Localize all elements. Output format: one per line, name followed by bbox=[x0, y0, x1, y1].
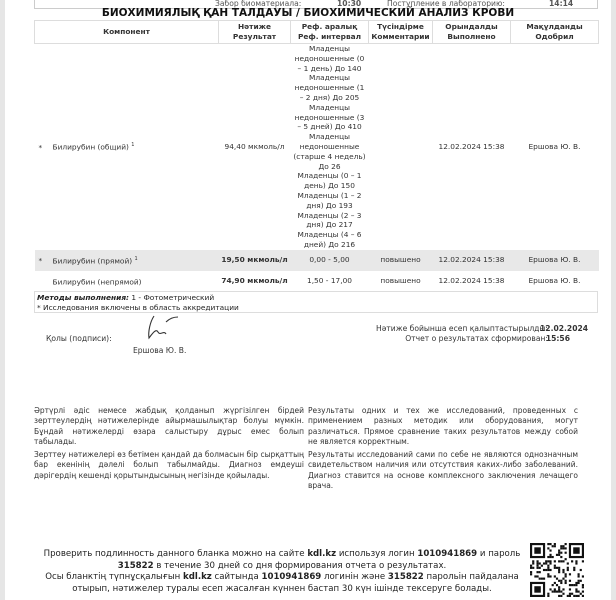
ref-line: Младенцы (0 – 1 bbox=[297, 171, 362, 181]
done-cell: 12.02.2024 15:38 bbox=[438, 141, 505, 151]
verification-kz-text-1: Осы бланктің түпнұсқалығын bbox=[45, 572, 184, 582]
ref-line: Младенцы (2 – 3 bbox=[297, 210, 362, 220]
ref-line: Младенцы bbox=[309, 102, 350, 112]
collection-label: Забор биоматериала: bbox=[215, 0, 302, 8]
methods-label: Методы выполнения: bbox=[37, 293, 130, 302]
ref-line: недоношенные (0 bbox=[294, 53, 365, 63]
component-cell bbox=[35, 250, 219, 271]
disclaimer-kz-1: Әртүрлі әдіс немесе жабдық қолданып жүргізілген бірдей зерттеулердің нәтижелерінде айырмашылықтар болуы мүмкін. Бұндай нәтижелерді өзара салыстыру дұрыс емес болып табылады. bbox=[34, 406, 304, 446]
disclaimer-ru bbox=[308, 406, 578, 494]
comment-cell bbox=[369, 44, 433, 250]
column-header-line: Выполнено bbox=[447, 32, 496, 41]
verification-kz bbox=[40, 572, 524, 595]
verification-ru-text-1: Проверить подлинность данного бланка можно на сайте bbox=[43, 549, 308, 559]
verification-ru-text-2: используя логин bbox=[336, 549, 418, 559]
table-row bbox=[35, 271, 599, 292]
component-cell bbox=[35, 44, 219, 250]
column-header-line: Комментарии bbox=[371, 32, 430, 41]
component-name: Билирубин (общий) bbox=[52, 142, 129, 152]
signer-name: Ершова Ю. В. bbox=[133, 346, 187, 355]
verification-ru bbox=[40, 549, 524, 572]
ref-line: – 1 день) До 140 bbox=[297, 63, 362, 73]
column-header-line: Түсіндірме bbox=[377, 22, 424, 31]
results-table bbox=[34, 20, 599, 292]
ref-cell bbox=[291, 250, 369, 271]
login: 1010941869 bbox=[417, 549, 478, 559]
collection-time: 10:30 bbox=[337, 0, 362, 8]
ref-line: дня) До 217 bbox=[306, 220, 353, 230]
login-kz: 1010941869 bbox=[261, 572, 322, 582]
qr-code-icon bbox=[530, 543, 584, 597]
disclaimer-ru-1: Результаты одних и тех же исследований, проведенных с применением разных методик или оборудования, могут различаться. Прямое сравнение таких результатов между собой не является корректным. bbox=[308, 406, 578, 446]
methods-box bbox=[34, 291, 598, 313]
column-header-line: Реф. аралық bbox=[301, 22, 358, 31]
verification-kz-text-2: сайтында bbox=[211, 572, 262, 582]
ref-line: недоношенные (1 bbox=[294, 83, 365, 93]
comment-cell: повышено bbox=[369, 250, 433, 271]
ref-line: 0,00 - 5,00 bbox=[309, 255, 350, 265]
receipt-time: 14:14 bbox=[549, 0, 574, 8]
component-name: Билирубин (прямой) bbox=[52, 256, 133, 266]
ref-line: дня) До 193 bbox=[306, 200, 353, 210]
ref-line: – 2 дня) До 205 bbox=[299, 92, 360, 102]
column-header bbox=[433, 21, 511, 44]
done-cell: 12.02.2024 15:38 bbox=[438, 276, 505, 286]
right-border bbox=[611, 0, 616, 600]
accreditation-mark: * bbox=[38, 256, 43, 266]
ref-line: дней) До 216 bbox=[303, 239, 356, 249]
approved-cell: Ершова Ю. В. bbox=[511, 250, 599, 271]
verification-footer bbox=[40, 549, 524, 595]
comment-cell: повышено bbox=[380, 276, 421, 286]
component-name: Билирубин (непрямой) bbox=[52, 277, 142, 287]
column-header-line: Реф. интервал bbox=[297, 32, 362, 41]
verification-kz-text-4: парольін пайдалана отырып, нәтижелер туралы есеп жасалған күннен бастап 30 күн ішінде тексеруге болады. bbox=[72, 572, 519, 594]
result-cell: 74,90 мкмоль/л bbox=[221, 276, 288, 286]
ref-cell bbox=[291, 44, 369, 250]
accreditation-note: * Исследования включены в область аккредитации bbox=[37, 302, 239, 312]
ref-line: 1,50 - 17,00 bbox=[307, 276, 352, 286]
method-ref: 1 bbox=[131, 142, 135, 149]
ref-line: недоношенные (3 bbox=[294, 112, 365, 122]
password-kz: 315822 bbox=[387, 572, 424, 582]
result-cell: 94,40 мкмоль/л bbox=[224, 141, 285, 151]
column-header-line: Нәтиже bbox=[237, 22, 272, 31]
report-date: 12.02.2024 bbox=[540, 324, 589, 333]
report-time: 15:56 bbox=[545, 334, 570, 343]
left-border bbox=[0, 0, 5, 600]
page-title: БИОХИМИЯЛЫҚ ҚАН ТАЛДАУЫ / БИОХИМИЧЕСКИЙ АНАЛИЗ КРОВИ bbox=[101, 7, 515, 19]
column-header bbox=[219, 21, 291, 44]
accreditation-mark: * bbox=[38, 142, 43, 152]
site-link[interactable]: kdl.kz bbox=[307, 549, 337, 559]
component-cell bbox=[35, 271, 219, 292]
disclaimer-kz-2: Зерттеу нәтижелері өз бетімен қандай да болмасын бір сырқаттың бар екенінің дәлелі болып табылмайды. Диагноз емдеуші дәрігердің кешенді қорытындысының негізінде қойылады. bbox=[34, 450, 304, 480]
column-header-line: Одобрил bbox=[535, 32, 574, 41]
signature-image bbox=[140, 312, 180, 342]
signature-label: Қолы (подписи): bbox=[46, 334, 112, 343]
ref-line: Младенцы bbox=[309, 44, 350, 53]
column-header-line: Компонент bbox=[103, 27, 150, 36]
table-row bbox=[35, 44, 599, 250]
password: 315822 bbox=[117, 560, 154, 571]
approved-cell: Ершова Ю. В. bbox=[528, 276, 581, 286]
ref-line: До 26 bbox=[318, 161, 341, 171]
verification-kz-text-3: логинін және bbox=[321, 572, 388, 582]
approved-cell: Ершова Ю. В. bbox=[528, 141, 581, 151]
ref-cell bbox=[291, 271, 369, 292]
disclaimer-kz bbox=[34, 406, 304, 484]
result-cell: 19,50 мкмоль/л bbox=[219, 250, 291, 271]
ref-line: день) До 150 bbox=[304, 181, 355, 191]
table-row bbox=[35, 250, 599, 271]
report-label-kz: Нәтиже бойынша есеп қалыптастырылды: bbox=[375, 324, 548, 333]
disclaimer-ru-2: Результаты исследований сами по себе не являются однозначным свидетельством наличия или отсутствия каких-либо заболеваний. Диагноз ставится на основе комплексного заключения лечащего врача. bbox=[308, 450, 578, 491]
ref-line: – 5 дней) До 410 bbox=[297, 122, 362, 132]
done-cell: 12.02.2024 15:38 bbox=[433, 250, 511, 271]
receipt-label: Поступление в лабораторию: bbox=[387, 0, 505, 8]
ref-line: недоношенные bbox=[299, 141, 360, 151]
verification-ru-text-4: в течение 30 дней со дня формирования отчета о результатах. bbox=[153, 560, 447, 571]
column-header-line: Результат bbox=[232, 32, 277, 41]
column-header bbox=[369, 21, 433, 44]
column-header bbox=[511, 21, 599, 44]
ref-line: Младенцы bbox=[309, 132, 350, 142]
site-link-kz[interactable]: kdl.kz bbox=[183, 572, 212, 582]
method-ref: 1 bbox=[134, 255, 138, 262]
ref-line: (старше 4 недель) bbox=[293, 151, 366, 161]
ref-line: Младенцы (1 – 2 bbox=[297, 190, 362, 200]
column-header-line: Орындалды bbox=[445, 22, 498, 31]
column-header bbox=[35, 21, 219, 44]
column-header bbox=[291, 21, 369, 44]
ref-line: Младенцы (4 – 6 bbox=[297, 230, 362, 240]
column-header-line: Мақұлданды bbox=[526, 22, 583, 31]
methods-value: 1 - Фотометрический bbox=[131, 293, 215, 302]
report-label-ru: Отчет о результатах сформирован: bbox=[405, 334, 548, 343]
verification-ru-text-3: и пароль bbox=[477, 549, 521, 559]
ref-line: Младенцы bbox=[309, 73, 350, 83]
